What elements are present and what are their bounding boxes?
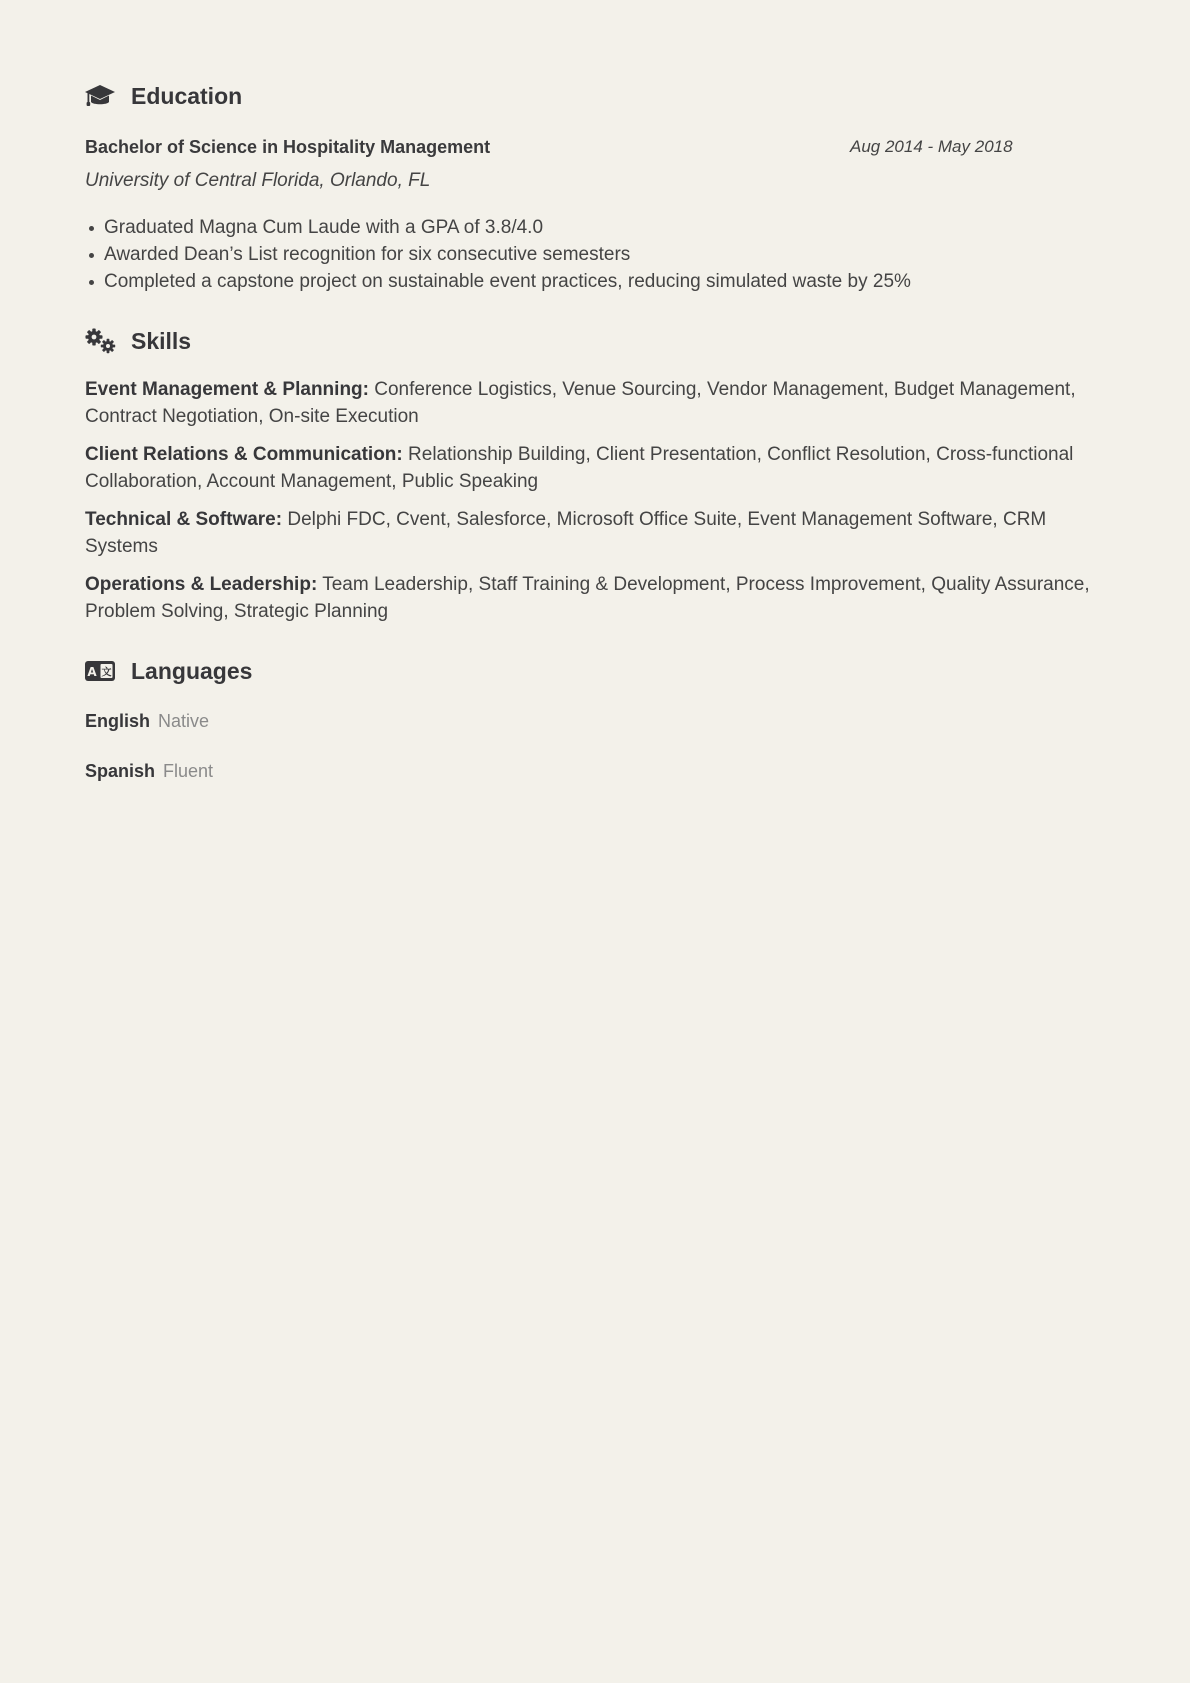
list-item: Awarded Dean’s List recognition for six consecutive semesters (104, 241, 1105, 268)
language-name: Spanish (85, 761, 156, 781)
skills-header (85, 321, 1105, 361)
resume-page (85, 76, 1105, 784)
gears-icon (85, 325, 117, 357)
language-level: Fluent (163, 761, 214, 781)
skill-row (85, 506, 1095, 560)
degree-title: Bachelor of Science in Hospitality Management (85, 137, 491, 157)
section-title: Languages (131, 657, 253, 684)
language-row (85, 708, 1105, 734)
skill-row (85, 441, 1095, 495)
graduation-cap-icon (85, 80, 117, 112)
education-header (85, 76, 1105, 116)
school-name: University of Central Florida, Orlando, FL (85, 170, 431, 191)
skill-values: Conference Logistics, Venue Sourcing, Vendor Management, Budget Management, Contract Negotiation, On-site Execution (85, 379, 1076, 427)
languages-header (85, 651, 1105, 691)
skill-row (85, 571, 1095, 625)
education-entry-header (85, 134, 1105, 160)
language-icon (85, 655, 117, 687)
section-title: Education (131, 82, 243, 109)
skill-row (85, 376, 1095, 430)
skill-category: Operations & Leadership: (85, 574, 318, 595)
svg-text:文: 文 (101, 667, 112, 679)
skill-category: Technical & Software: (85, 509, 283, 530)
language-row (85, 758, 1105, 784)
list-item: Completed a capstone project on sustainable event practices, reducing simulated waste by 25% (104, 268, 1105, 295)
education-highlights (85, 214, 1105, 295)
language-level: Native (158, 711, 210, 731)
list-item: Graduated Magna Cum Laude with a GPA of 3.8/4.0 (104, 214, 1105, 241)
skill-category: Client Relations & Communication: (85, 444, 403, 465)
language-name: English (85, 711, 151, 731)
languages-list (85, 708, 1105, 784)
skill-values: Relationship Building, Client Presentation, Conflict Resolution, Cross-functional Collaboration, Account Management, Public Speaking (85, 444, 1074, 492)
skills-section (85, 321, 1105, 625)
skills-list (85, 376, 1105, 625)
svg-text:A: A (87, 665, 97, 679)
skill-category: Event Management & Planning: (85, 379, 369, 400)
education-section (85, 76, 1105, 295)
education-dates: Aug 2014 - May 2018 (850, 137, 1013, 156)
skill-values: Team Leadership, Staff Training & Development, Process Improvement, Quality Assurance, Problem Solving, Strategic Planning (85, 574, 1090, 622)
skill-values: Delphi FDC, Cvent, Salesforce, Microsoft Office Suite, Event Management Software, CRM Systems (85, 509, 1047, 557)
section-title: Skills (131, 327, 192, 354)
languages-section (85, 651, 1105, 784)
